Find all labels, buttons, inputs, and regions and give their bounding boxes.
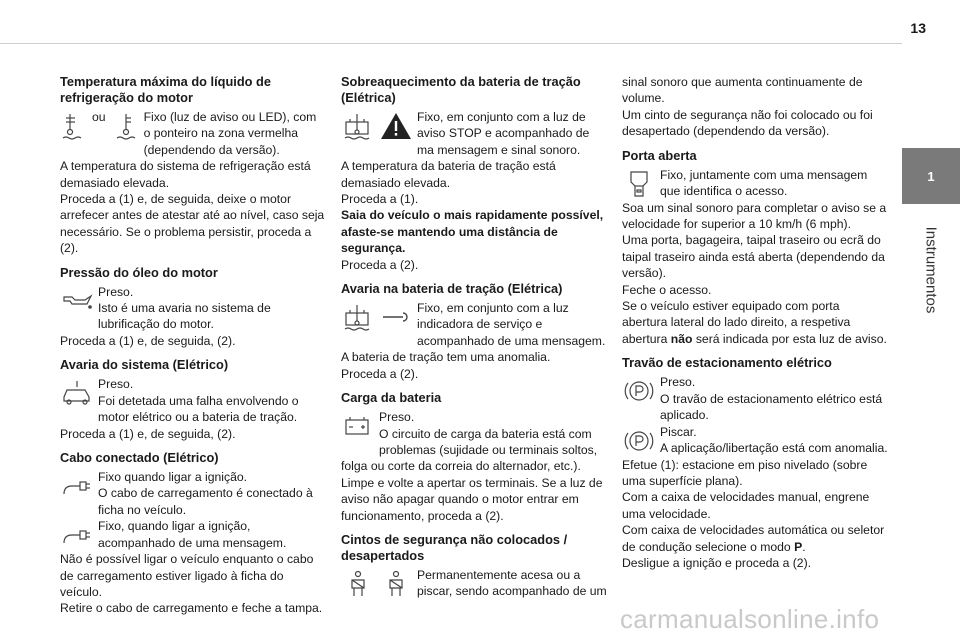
chapter-title-text: Instrumentos <box>922 226 940 314</box>
section-text: Proceda a (2). <box>341 257 419 272</box>
section-text: sinal sonoro que aumenta continuamente de volume. <box>622 75 863 106</box>
section-text: Proceda a (2). <box>341 366 419 381</box>
section-text: Uma porta, bagageira, taipal traseiro ou ecrã do taipal traseiro ainda está aberta (dependendo da versão). <box>622 233 885 281</box>
section-text: Soa um sinal sonoro para completar o aviso se a velocidade for superior a 10 km/h (6 mph). <box>622 200 887 232</box>
section-text: Fixo, quando ligar a ignição, acompanhado de uma mensagem. <box>98 519 287 550</box>
section-oil-pressure <box>60 265 326 350</box>
section-battery-fault <box>341 281 607 382</box>
section-text: Fixo quando ligar a ignição. <box>98 469 248 484</box>
section-text: Um cinto de segurança não foi colocado ou foi desapertado (dependendo da versão). <box>622 107 873 139</box>
section-title: Temperatura máxima do líquido de refrigeração do motor <box>60 74 271 105</box>
or-separator: ou <box>92 110 106 124</box>
section-text: Feche o acesso. <box>622 282 712 297</box>
section-text: Fixo, juntamente com uma mensagem que identifica o acesso. <box>660 167 868 199</box>
section-parking-brake <box>622 355 888 571</box>
section-title: Sobreaquecimento da bateria de tração (Elétrica) <box>341 74 581 105</box>
text-run-bold: não <box>670 331 693 346</box>
section-title: Avaria na bateria de tração (Elétrica) <box>341 281 563 297</box>
section-text: Proceda a (1) e, de seguida, (2). <box>60 426 236 441</box>
section-cable-connected <box>60 450 326 617</box>
chapter-tab[interactable]: 1 <box>902 148 960 204</box>
section-title: Porta aberta <box>622 147 697 163</box>
section-seatbelt-continued <box>622 74 888 140</box>
seatbelt-icon <box>379 568 413 600</box>
section-text: O circuito de carga da bateria está com problemas (sujidade ou terminais soltos, folga ou corte da correia do alternador, etc.). <box>341 426 598 474</box>
section-text: Preso. <box>98 377 134 392</box>
section-title: Avaria do sistema (Elétrico) <box>60 357 229 373</box>
page-number: 13 <box>910 20 926 36</box>
section-text: A temperatura da bateria de tração está demasiado elevada. <box>341 159 556 190</box>
text-run: . <box>802 539 806 554</box>
section-text: Não é possível ligar o veículo enquanto o cabo de carregamento estiver ligado à ficha do veículo. <box>60 552 314 599</box>
column-3 <box>622 74 888 579</box>
section-text: Proceda a (1) e, de seguida, deixe o motor arrefecer antes de atestar até ao nível, caso seja necessário. Se o problema persistir, proceda a (2). <box>60 192 325 256</box>
text-run: será indicada por esta luz de aviso. <box>692 331 887 346</box>
section-text: Retire o cabo de carregamento e feche a tampa. <box>60 601 323 616</box>
text-run-bold: P <box>794 539 803 554</box>
section-seatbelt <box>341 532 607 600</box>
section-text: Foi detetada uma falha envolvendo o motor elétrico ou a bateria de tração. <box>98 393 299 425</box>
battery-charge-icon <box>341 410 375 442</box>
stop-warning-icon <box>379 110 413 142</box>
coolant-gauge-icon <box>112 110 140 142</box>
column-1 <box>60 74 326 625</box>
section-text: Desligue a ignição e proceda a (2). <box>622 555 812 570</box>
chapter-title <box>902 215 960 325</box>
section-text-bold: Saia do veículo o mais rapidamente possível, afaste-se mantendo uma distância de segurança. <box>341 208 604 256</box>
section-text: Preso. <box>660 375 696 390</box>
section-text: Fixo (luz de aviso ou LED), com o ponteiro na zona vermelha (dependendo da versão). <box>143 110 317 157</box>
section-text: O cabo de carregamento é conectado à ficha no veículo. <box>98 486 313 517</box>
section-text: Efetue (1): estacione em piso nivelado (sobre uma superfície plana). <box>622 457 868 488</box>
charging-cable-icon <box>60 519 94 551</box>
section-text: Proceda a (1). <box>341 192 419 207</box>
section-text: Preso. <box>379 410 415 425</box>
section-text: Preso. <box>98 284 134 299</box>
battery-overheat-icon <box>341 110 375 142</box>
section-text <box>622 522 888 555</box>
section-text: Piscar. <box>660 424 697 439</box>
section-coolant-temperature <box>60 74 326 257</box>
battery-fault-icon <box>341 301 375 333</box>
section-system-fault <box>60 357 326 442</box>
watermark: carmanualsonline.info <box>620 604 880 634</box>
system-fault-icon <box>60 377 94 409</box>
section-title: Carga da bateria <box>341 390 442 406</box>
section-text <box>622 298 888 347</box>
coolant-temperature-icon <box>60 110 88 142</box>
section-door-open <box>622 148 888 348</box>
section-text: A temperatura do sistema de refrigeração está demasiado elevada. <box>60 159 311 190</box>
section-text: Isto é uma avaria no sistema de lubrificação do motor. <box>98 301 271 332</box>
section-text: Permanentemente acesa ou a piscar, sendo acompanhado de um <box>417 567 607 599</box>
section-text: A bateria de tração tem uma anomalia. <box>341 350 551 365</box>
section-battery-overheat <box>341 74 607 273</box>
service-wrench-icon <box>379 301 413 333</box>
text-run: Se o veículo estiver equipado com porta abertura lateral do lado direito, a respetiva abertura <box>622 299 851 346</box>
parking-brake-icon <box>622 375 656 407</box>
section-text: Proceda a (1) e, de seguida, (2). <box>60 333 236 348</box>
section-title: Travão de estacionamento elétrico <box>622 355 832 371</box>
section-text: Limpe e volte a apertar os terminais. Se a luz de aviso não apagar quando o motor entrar em funcionamento, proceda a (2). <box>341 475 603 523</box>
header-divider <box>0 43 902 44</box>
section-title: Pressão do óleo do motor <box>60 264 218 280</box>
section-text: Fixo, em conjunto com a luz indicadora de serviço e acompanhado de uma mensagem. <box>417 301 606 348</box>
section-text: Fixo, em conjunto com a luz de aviso STOP e acompanhado de ma mensagem e sinal sonoro. <box>417 110 590 157</box>
door-open-icon <box>622 168 656 200</box>
seatbelt-icon <box>341 568 375 600</box>
section-battery-charge <box>341 390 607 524</box>
text-run: Com caixa de velocidades automática ou seletor de condução selecione o modo <box>622 523 885 554</box>
column-2 <box>341 74 607 608</box>
section-title: Cintos de segurança não colocados / desapertados <box>341 531 568 563</box>
oil-pressure-icon <box>60 285 94 317</box>
parking-brake-icon <box>622 425 656 457</box>
section-text: A aplicação/libertação está com anomalia. <box>660 440 888 455</box>
section-text: Com a caixa de velocidades manual, engrene uma velocidade. <box>622 490 870 521</box>
section-text: O travão de estacionamento elétrico está aplicado. <box>660 391 883 423</box>
section-title: Cabo conectado (Elétrico) <box>60 449 219 465</box>
charging-cable-icon <box>60 470 94 502</box>
